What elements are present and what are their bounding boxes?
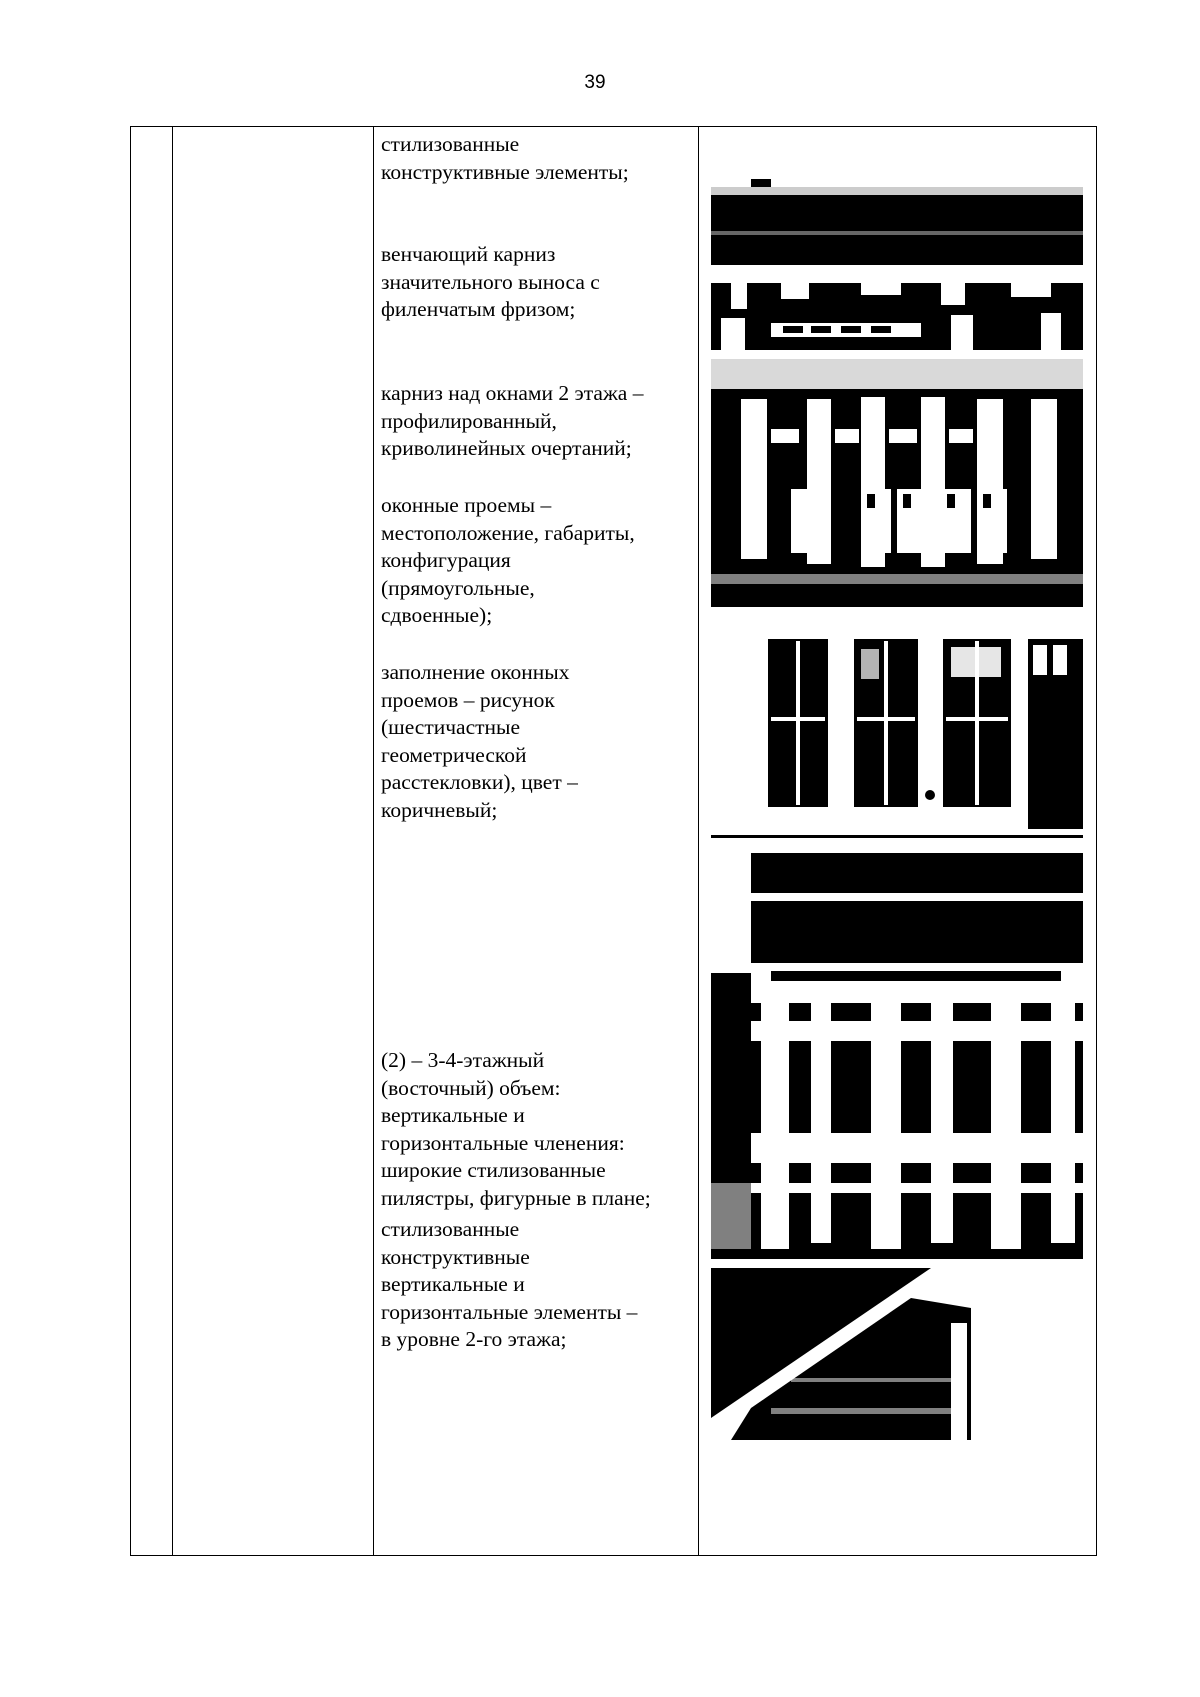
feature-text-window-filling: заполнение оконных проемов – рисунок (шестичастные геометрической расстекловки), цвет – коричневый; bbox=[381, 660, 578, 822]
facade-photo-angled-view bbox=[711, 1268, 1083, 1440]
feature-text-crowning-cornice: венчающий карниз значительного выноса с филенчатым фризом; bbox=[381, 242, 600, 322]
table-column-description bbox=[373, 127, 699, 1555]
feature-text-window-openings: оконные проемы – местоположение, габариты, конфигурация (прямоугольные, сдвоенные); bbox=[381, 493, 635, 628]
facade-photo-windows bbox=[711, 359, 1083, 607]
feature-text-eastern-volume: (2) – 3-4-этажный (восточный) объем: вертикальные и горизонтальные членения: широкие стилизованные пилястры, фигурные в плане; bbox=[381, 1048, 651, 1210]
facade-photo-eastern-volume bbox=[711, 853, 1083, 1259]
table-column-name bbox=[172, 127, 374, 1555]
feature-text-second-floor-elements: стилизованные конструктивные вертикальные и горизонтальные элементы – в уровне 2-го этажа; bbox=[381, 1217, 638, 1352]
table-column-number bbox=[131, 127, 173, 1555]
page-number: 39 bbox=[584, 72, 606, 93]
features-table bbox=[130, 126, 1097, 1556]
facade-photo-window-filling bbox=[711, 627, 1083, 842]
feature-text-structural-elements: стилизованные конструктивные элементы; bbox=[381, 132, 629, 184]
feature-text-window-cornice: карниз над окнами 2 этажа – профилированный, криволинейных очертаний; bbox=[381, 381, 644, 461]
table-column-photos bbox=[698, 127, 1096, 1555]
facade-photo-cornice bbox=[711, 173, 1083, 350]
